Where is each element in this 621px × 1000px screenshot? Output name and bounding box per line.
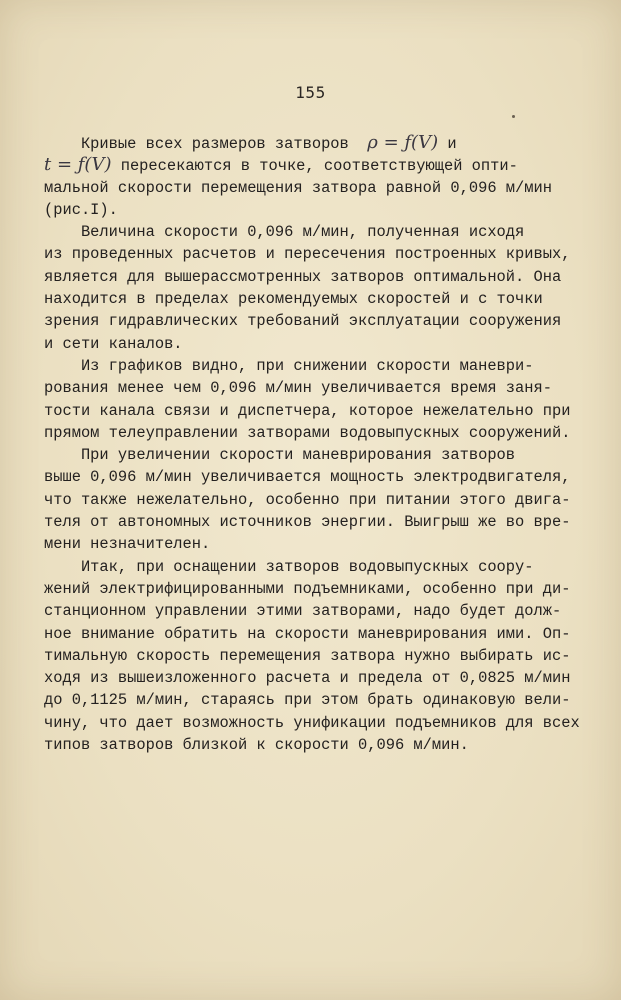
text-line-5: Величина скорости 0,096 м/мин, полученная исходя [44, 223, 525, 242]
text-line-27: чину, что дает возможность унификации подъемников для всех [44, 713, 580, 732]
text-line-20: Итак, при оснащении затворов водовыпускных соору- [44, 557, 534, 576]
text-line-21: жений электрифицированными подъемниками, особенно при ди- [44, 579, 571, 598]
text-line-15: При увеличении скорости маневрирования затворов [44, 446, 516, 465]
text-line-26: до 0,1125 м/мин, стараясь при этом брать одинаковую вели- [44, 691, 571, 710]
paper-speck [512, 115, 515, 118]
text-line-16: выше 0,096 м/мин увеличивается мощность электродвигателя, [44, 468, 571, 487]
line-1-suffix: и [438, 135, 457, 153]
text-line-6: из проведенных расчетов и пересечения построенных кривых, [44, 245, 571, 264]
line-2-text: пересекаются в точке, соответствующей опти- [111, 157, 518, 176]
formula-rho: ρ = ƒ(V) [367, 132, 439, 153]
text-line-23: ное внимание обратить на скорости маневрирования ими. Оп- [44, 624, 571, 643]
text-line-10: и сети каналов. [44, 334, 183, 353]
text-line-2 [44, 154, 584, 176]
text-line-17: что также нежелательно, особенно при питании этого двига- [44, 490, 571, 509]
text-line-9: зрения гидравлических требований эксплуатации сооружения [44, 312, 562, 331]
text-line-8: находится в пределах рекомендуемых скоростей и с точки [44, 290, 543, 309]
text-line-12: рования менее чем 0,096 м/мин увеличивается время заня- [44, 379, 552, 398]
text-line-22: станционном управлении этими затворами, надо будет долж- [44, 602, 562, 621]
body-text [44, 132, 584, 756]
text-line-11: Из графиков видно, при снижении скорости маневри- [44, 356, 534, 375]
text-line-19: мени незначителен. [44, 535, 211, 554]
line-1-text: Кривые всех размеров затворов [44, 135, 349, 153]
text-line-7: является для вышерассмотренных затворов оптимальной. Она [44, 267, 562, 286]
formula-t: t = ƒ(V) [44, 154, 112, 176]
text-line-25: ходя из вышеизложенного расчета и предела от 0,0825 м/мин [44, 669, 571, 688]
text-line-14: прямом телеуправлении затворами водовыпускных сооружений. [44, 423, 571, 442]
text-line-13: тости канала связи и диспетчера, которое нежелательно при [44, 401, 571, 420]
page-number: 155 [295, 83, 326, 102]
text-line-24: тимальную скорость перемещения затвора нужно выбирать ис- [44, 646, 571, 665]
text-line-18: теля от автономных источников энергии. Выигрыш же во вре- [44, 513, 571, 532]
text-line-4: (рис.I). [44, 200, 118, 219]
text-line-1 [44, 132, 584, 154]
text-line-3: мальной скорости перемещения затвора равной 0,096 м/мин [44, 178, 552, 197]
text-line-28: типов затворов близкой к скорости 0,096 м/мин. [44, 736, 469, 755]
